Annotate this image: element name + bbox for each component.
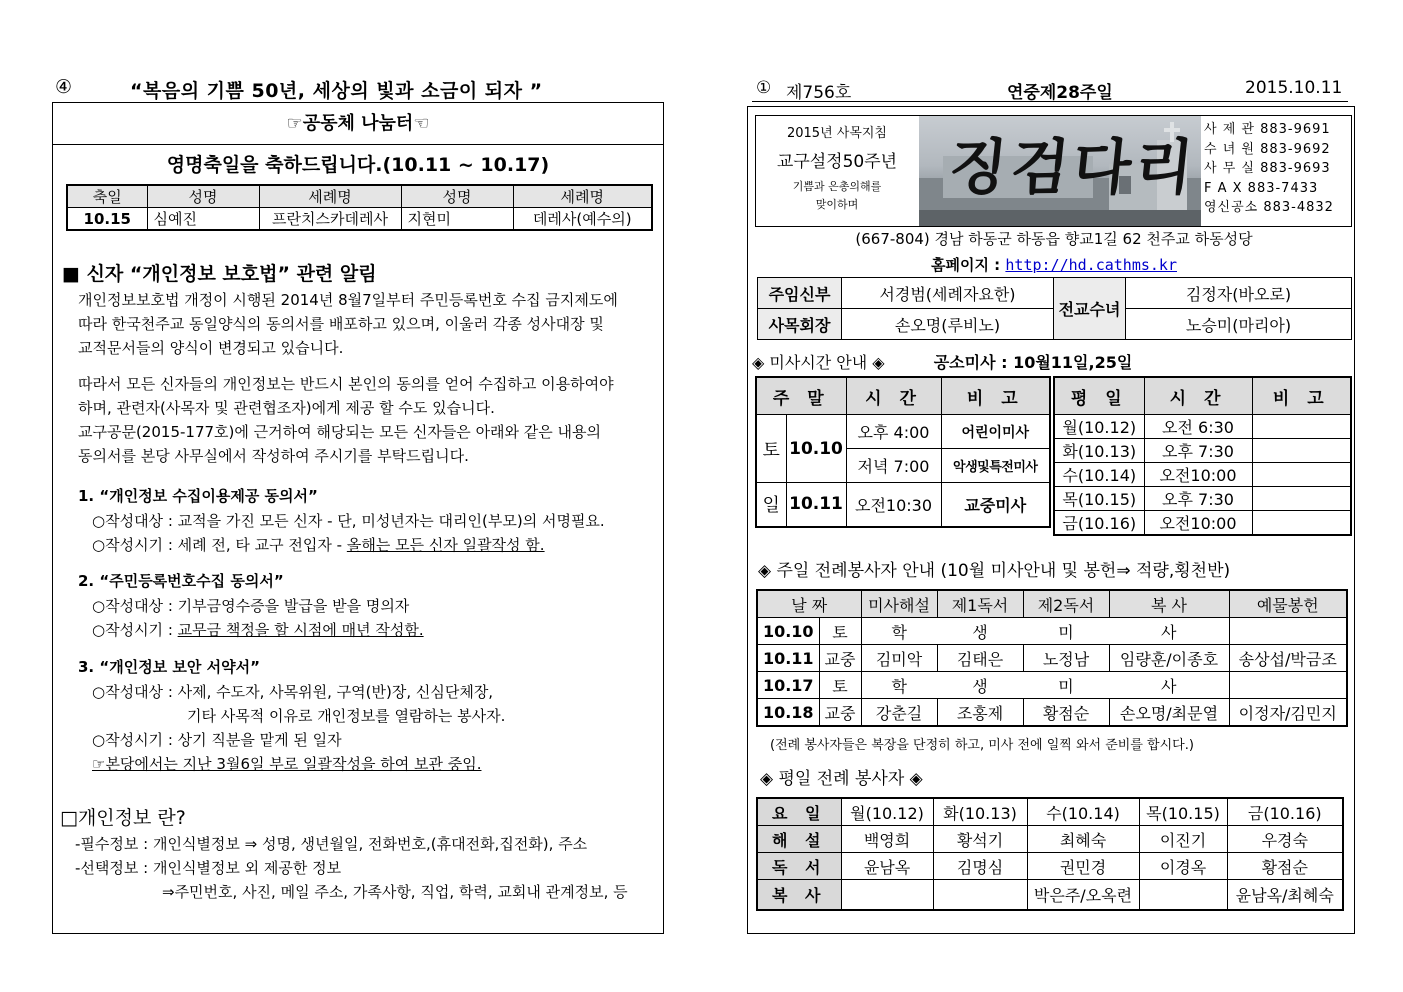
mass-time: 저녁 7:00 [846, 449, 941, 483]
weekday-time: 오후 7:30 [1144, 439, 1252, 463]
timing-note: 교무금 책정을 할 시점에 매년 작성함. [177, 621, 424, 639]
pinfo-optional-detail: ⇒주민번호, 사진, 메일 주소, 가족사항, 직업, 학력, 교회내 관계정보, 등 [162, 883, 628, 901]
weekday-server: 황점순 [1227, 853, 1343, 880]
feast-name: 지현미 [401, 208, 513, 231]
servers-header: 복 사 [1109, 590, 1229, 618]
timing-note: 올해는 모든 신자 일괄작성 함. [346, 536, 545, 554]
role-label: 해 설 [757, 826, 841, 853]
servers-cell: 조홍제 [937, 699, 1023, 727]
item-1-target: ○작성대상 : 교적을 가진 모든 신자 - 단, 미성년자는 대리인(부모)의 서명필요. [92, 512, 605, 530]
item-3-timing: ○작성시기 : 상기 직분을 맡게 된 일자 [92, 731, 342, 749]
feast-header: 세례명 [513, 185, 652, 208]
text-line: 따라 한국천주교 동일양식의 동의서를 배포하고 있으며, 이울러 각종 성사대장 및 [78, 315, 604, 333]
sun-date: 10.11 [786, 483, 846, 527]
feast-date: 10.15 [67, 208, 147, 231]
sister-name: 노승미(마리아) [1126, 309, 1352, 340]
servers-day: 토 [819, 672, 861, 699]
page-number-right: ① [756, 78, 772, 98]
item-3-note: ☞본당에서는 지난 3월6일 부로 일괄작성을 하여 보관 중임. [92, 755, 482, 773]
feast-header: 성명 [147, 185, 259, 208]
contact-line: 사 무 실 883-9693 [1204, 161, 1331, 176]
notice-paragraph-2 [78, 372, 663, 468]
servers-header: 예물봉헌 [1229, 590, 1347, 618]
weekday-date: 목(10.15) [1054, 487, 1144, 511]
pastor-label: 주임신부 [758, 278, 842, 309]
item-3-title: 3. “개인정보 보안 서약서” [78, 658, 260, 676]
servers-offer [1229, 672, 1347, 699]
servers-row [757, 645, 1347, 672]
servers-day: 교중 [819, 645, 861, 672]
sunday-servers-title: ◈ 주일 전례봉사자 안내 (10월 미사안내 및 봉헌⇒ 적량,횡천반) [758, 561, 1231, 581]
servers-row [757, 618, 1347, 645]
weekend-header: 주 말 [756, 377, 846, 415]
servers-cell: 강춘길 [861, 699, 937, 727]
pastor-name: 서경범(세례자요한) [842, 278, 1054, 309]
weekday-date: 월(10.12) [1054, 415, 1144, 439]
pinfo-optional: -선택정보 : 개인식별정보 외 제공한 정보 [75, 859, 342, 877]
feast-header: 성명 [401, 185, 513, 208]
servers-header: 날 짜 [757, 590, 861, 618]
item-2-target: ○작성대상 : 기부금영수증을 발급을 받을 명의자 [92, 597, 410, 615]
sun-label: 일 [756, 483, 786, 527]
weekday-server: 최혜숙 [1027, 826, 1139, 853]
weekday-server [1139, 880, 1227, 910]
servers-cell: 김미악 [861, 645, 937, 672]
contact-line: F A X 883-7433 [1204, 180, 1319, 196]
feast-name: 심예진 [147, 208, 259, 231]
servers-cell: 김태은 [937, 645, 1023, 672]
servers-cell: 손오명/최문열 [1109, 699, 1229, 727]
weekend-mass-table [755, 376, 1051, 528]
sunday-servers-table [756, 589, 1348, 727]
contact-list [1204, 120, 1334, 218]
item-1-title: 1. “개인정보 수집이용제공 동의서” [78, 487, 318, 505]
mass-times-heading [752, 350, 1132, 373]
weekday-note [1252, 439, 1351, 463]
weekday-day: 금(10.16) [1227, 798, 1343, 826]
weekday-server: 윤남옥/최혜숙 [1227, 880, 1343, 910]
role-label: 복 사 [757, 880, 841, 910]
feast-header: 축일 [67, 185, 147, 208]
pinfo-required: -필수정보 : 개인식별정보 ⇒ 성명, 생년월일, 전화번호,(휴대전화,집전화), 주소 [75, 835, 588, 853]
weekday-server: 이경옥 [1139, 853, 1227, 880]
servers-offer [1229, 618, 1347, 645]
servers-cell: 황점순 [1023, 699, 1109, 727]
mass-note: 교중미사 [941, 483, 1050, 527]
sat-date: 10.10 [786, 415, 846, 483]
merged-label: 학 [861, 618, 937, 645]
issue-number: 제756호 [786, 83, 852, 103]
text-line: 개인정보보호법 개정이 시행된 2014년 8월7일부터 주민등록번호 수집 금지제도에 [78, 291, 618, 309]
weekday-server [841, 880, 933, 910]
guideline-line: 2015년 사목지침 [786, 126, 887, 141]
church-photo [919, 116, 1201, 226]
feast-baptismal-name: 프란치스카데레사 [259, 208, 401, 231]
weekday-note [1252, 511, 1351, 536]
weekday-label: 요 일 [757, 798, 841, 826]
feast-table [66, 184, 653, 231]
feast-title: 영명축일을 축하드립니다.(10.11 ~ 10.17) [166, 154, 550, 176]
weekday-header: 시 간 [1144, 377, 1252, 415]
weekday-server: 이진기 [1139, 826, 1227, 853]
council-name: 손오명(루비노) [842, 309, 1054, 340]
weekday-server: 황석기 [933, 826, 1027, 853]
text-line: 교구공문(2015-177호)에 근거하여 해당되는 모든 신자들은 아래와 같은 내용의 [78, 423, 602, 441]
contact-line: 사 제 관 883-9691 [1204, 122, 1331, 137]
feast-row [67, 208, 652, 231]
weekend-header: 시 간 [846, 377, 941, 415]
notice-title: ■ 신자 “개인정보 보호법” 관련 알림 [62, 263, 377, 285]
servers-day: 토 [819, 618, 861, 645]
servers-cell: 임량훈/이종호 [1109, 645, 1229, 672]
council-label: 사목회장 [758, 309, 842, 340]
issue-date: 2015.10.11 [1245, 78, 1343, 98]
liturgical-week: 연중제28주일 [1007, 83, 1113, 103]
pastoral-guideline [756, 116, 918, 226]
servers-header: 미사해설 [861, 590, 937, 618]
item-3-target: ○작성대상 : 사제, 수도자, 사목위원, 구역(반)장, 신심단체장, [92, 683, 494, 701]
motto: “복음의 기쁨 50년, 세상의 빛과 소금이 되자 ” [130, 80, 543, 102]
mass-times-title: ◈ 미사시간 안내 ◈ [752, 353, 885, 372]
notice-paragraph-1 [78, 288, 663, 360]
item-3-target-cont: 기타 사목적 이유로 개인정보를 열람하는 봉사자. [187, 707, 506, 725]
weekday-note [1252, 463, 1351, 487]
weekday-day: 화(10.13) [933, 798, 1027, 826]
servers-day: 교중 [819, 699, 861, 727]
mass-note: 어린이미사 [941, 415, 1050, 449]
servers-row [757, 672, 1347, 699]
weekday-date: 화(10.13) [1054, 439, 1144, 463]
page-number-left: ④ [55, 76, 73, 98]
sister-name: 김정자(바오로) [1126, 278, 1352, 309]
weekday-day: 수(10.14) [1027, 798, 1139, 826]
merged-label: 생 [937, 672, 1023, 699]
sat-label: 토 [756, 415, 786, 483]
item-2-timing [92, 619, 424, 640]
feast-baptismal-name: 데레사(예수의) [513, 208, 652, 231]
weekday-day: 목(10.15) [1139, 798, 1227, 826]
weekend-header: 비 고 [941, 377, 1050, 415]
weekday-header: 비 고 [1252, 377, 1351, 415]
staff-table [757, 277, 1352, 340]
guideline-line: 기쁨과 은총의해를 [792, 180, 882, 193]
newsletter-name: 징검다리 [945, 133, 1201, 203]
weekday-server [933, 880, 1027, 910]
mission-mass: 공소미사 : 10월11일,25일 [933, 353, 1133, 372]
merged-label: 미 [1023, 672, 1109, 699]
weekday-date: 수(10.14) [1054, 463, 1144, 487]
servers-note: (전례 봉사자들은 복장을 단정히 하고, 미사 전에 일찍 와서 준비를 합시다.) [770, 738, 1194, 753]
timing-label: ○작성시기 : 세례 전, 타 교구 전입자 - [92, 536, 347, 554]
guideline-line: 맞이하며 [815, 198, 859, 211]
servers-date: 10.10 [757, 618, 819, 645]
contact-line: 영신공소 883-4832 [1204, 200, 1334, 215]
address: (667-804) 경남 하동군 하동읍 향교1길 62 천주교 하동성당 [855, 230, 1253, 248]
merged-label: 사 [1109, 618, 1229, 645]
weekday-server: 우경숙 [1227, 826, 1343, 853]
merged-label: 미 [1023, 618, 1109, 645]
weekday-day: 월(10.12) [841, 798, 933, 826]
weekday-header: 평 일 [1054, 377, 1144, 415]
weekday-time: 오전10:00 [1144, 511, 1252, 536]
text-line: 하며, 관련자(사목자 및 관련협조자)에게 제공 할 수도 있습니다. [78, 399, 495, 417]
weekday-time: 오전 6:30 [1144, 415, 1252, 439]
weekday-servers-title: ◈ 평일 전례 봉사자 ◈ [760, 769, 923, 789]
weekday-time: 오후 7:30 [1144, 487, 1252, 511]
role-label: 독 서 [757, 853, 841, 880]
merged-label: 사 [1109, 672, 1229, 699]
text-line: 동의서를 본당 사무실에서 작성하여 주시기를 부탁드립니다. [78, 447, 469, 465]
sister-label: 전교수녀 [1054, 278, 1126, 340]
header-rule [752, 101, 1348, 102]
weekday-server: 김명심 [933, 853, 1027, 880]
servers-cell: 이정자/김민지 [1229, 699, 1347, 727]
servers-row [757, 699, 1347, 727]
servers-cell: 송상섭/박금조 [1229, 645, 1347, 672]
feast-header: 세례명 [259, 185, 401, 208]
guideline-line: 교구설정50주년 [776, 152, 898, 172]
homepage-label: 홈페이지 : [931, 256, 1006, 274]
weekday-date: 금(10.16) [1054, 511, 1144, 536]
section-title: ☞공동체 나눔터☜ [53, 104, 663, 145]
weekday-note [1252, 415, 1351, 439]
item-2-title: 2. “주민등록번호수집 동의서” [78, 572, 284, 590]
pinfo-title: □개인정보 란? [60, 807, 186, 829]
servers-date: 10.11 [757, 645, 819, 672]
weekday-note [1252, 487, 1351, 511]
homepage [756, 254, 1352, 275]
mass-time: 오전10:30 [846, 483, 941, 527]
item-1-timing [92, 534, 545, 555]
weekday-time: 오전10:00 [1144, 463, 1252, 487]
merged-label: 학 [861, 672, 937, 699]
text-line: 따라서 모든 신자들의 개인정보는 반드시 본인의 동의를 얻어 수집하고 이용하여야 [78, 375, 614, 393]
servers-header: 제1독서 [937, 590, 1023, 618]
weekday-mass-table [1053, 376, 1352, 536]
weekday-server: 윤남옥 [841, 853, 933, 880]
weekday-server: 박은주/오옥련 [1027, 880, 1139, 910]
weekday-servers-table [756, 797, 1344, 911]
timing-label: ○작성시기 : [92, 621, 178, 639]
weekday-server: 권민경 [1027, 853, 1139, 880]
homepage-link[interactable]: http://hd.cathms.kr [1005, 256, 1177, 274]
mass-note: 악생및특전미사 [941, 449, 1050, 483]
servers-cell: 노정남 [1023, 645, 1109, 672]
contact-line: 수 녀 원 883-9692 [1204, 141, 1331, 157]
text-line: 교적문서들의 양식이 변경되고 있습니다. [78, 339, 344, 357]
mass-time: 오후 4:00 [846, 415, 941, 449]
servers-date: 10.18 [757, 699, 819, 727]
servers-header: 제2독서 [1023, 590, 1109, 618]
weekday-server: 백영희 [841, 826, 933, 853]
servers-date: 10.17 [757, 672, 819, 699]
merged-label: 생 [937, 618, 1023, 645]
